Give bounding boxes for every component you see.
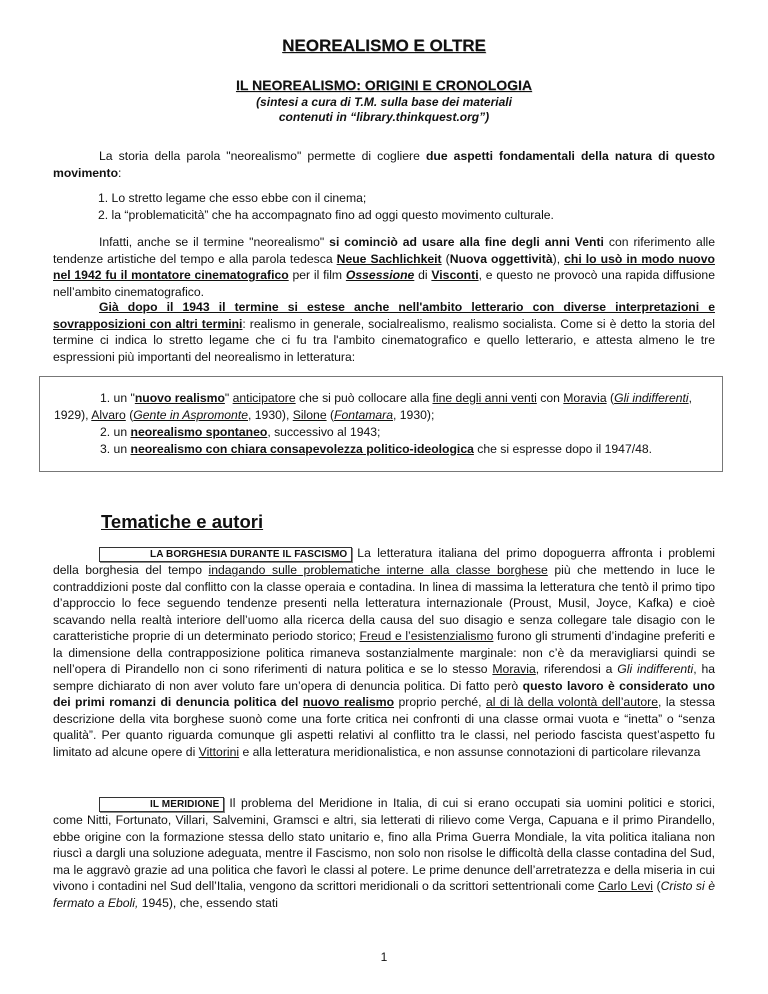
section-title: IL NEOREALISMO: ORIGINI E CRONOLOGIA (235, 77, 533, 93)
page-number: 1 (380, 950, 388, 964)
box-item: 3. un neorealismo con chiara consapevolezza politico-ideologica che si espresse dopo il 1947/48. (100, 442, 653, 456)
paragraph-borghesia: LA BORGHESIA DURANTE IL FASCISMO La letteratura italiana del primo dopoguerra affronta i problemi della borghesia del tempo indagando sulle problematiche interne alla classe borghese più che mettendo in luce le contraddizioni poste dal conflitto con la classe operaia e contadina. In linea di massima la letteratura che tentò il primo tipo d’approccio lo fece seguendo tendenze presenti nella letteratura internazionale (Proust, Musil, Joyce, Kafka) e cioè scavando nella realtà interiore dell’uomo alla ricerca della causa del suo disagio e senza collegare tale disagio con le caratteristiche proprie di un determinato periodo storico; Freud e l’esistenzialismo furono gli strumenti d’indagine preferiti e la dimensione della contrapposizione politica rimaneva sostanzialmente marginale: non c’è da meravigliarsi quindi se nell’opera di Pirandello non ci sono riferimenti di natura politica e se lo stesso Moravia, riferendosi a Gli indifferenti, ha sempre dichiarato di non aver voluto fare un’opera di denuncia politica. Di fatto però questo lavoro è considerato uno dei primi romanzi di denuncia politica del nuovo realismo proprio perché, al di là della volontà dell’autore, la stessa descrizione della vita borghese suonò come una forte critica nei confronti di una classe ormai vuota e “inetta” o “senza qualità”. Per quanto riguarda comunque gli aspetti relativi al conflitto tra le classi, nel periodo fascista quest’aspetto fu limitato ad alcune opere di Vittorini e alla letteratura meridionalistica, e non assunse connotazioni di particolare rilevanza (53, 546, 716, 759)
paragraph-literature: Già dopo il 1943 il termine si estese anche nell'ambito letterario con diverse interpretazioni e sovrapposizioni con altri termini: realismo in generale, socialrealismo, realismo socialista. Come si è detto la storia del termine ci indica lo stretto legame che ci fu tra l'ambito cinematografico e quello letterario, e attesta almeno le tre espressioni più importanti del neorealismo in letteratura: (53, 300, 715, 364)
origin-list (98, 190, 718, 223)
credit-line: contenuti in “library.thinkquest.org”) (278, 110, 490, 124)
credit-line: (sintesi a cura di T.M. sulla base dei materiali (256, 95, 512, 109)
credit-note (0, 95, 768, 125)
topic-tag: IL MERIDIONE (99, 797, 224, 812)
list-item: 1. Lo stretto legame che esso ebbe con il cinema; (98, 191, 367, 205)
document-title: NEOREALISMO E OLTRE (282, 36, 486, 55)
expressions-box (39, 376, 723, 472)
paragraph-origins: Infatti, anche se il termine "neorealismo" si cominciò ad usare alla fine degli anni Venti con riferimento alle tendenze artistiche del tempo e alla parola tedesca Neue Sachlichkeit (Nuova oggettività), chi lo usò in modo nuovo nel 1942 fu il montatore cinematografico per il film Ossessione di Visconti, e questo ne provocò una rapida diffusione nell’ambito cinematografico. (53, 235, 716, 299)
box-item: 1. un "nuovo realismo" anticipatore che si può collocare alla fine degli anni venti con Moravia (Gli indifferenti, 1929), Alvaro (Gente in Aspromonte, 1930), Silone (Fontamara, 1930); (54, 391, 692, 422)
section-heading: Tematiche e autori (101, 511, 264, 532)
list-item: 2. la “problematicità” che ha accompagnato fino ad oggi questo movimento culturale. (98, 207, 554, 222)
paragraph-meridione: IL MERIDIONE Il problema del Meridione in Italia, di cui si erano occupati sia uomini politici e storici, come Nitti, Fortunato, Villari, Salvemini, Gramsci e altri, sia letterati di rilievo come Verga, Capuana e il primo Pirandello, ebbe origine con la formazione stessa dello stato unitario e, fino alla Prima Guerra Mondiale, la vita politica italiana non riuscì a dargli una soluzione adeguata, mentre il Fascismo, non solo non risolse le difficoltà della classe contadina del Sud, ma le aggravò grazie ad una politica che favorì le classi al potere. Le prime denunce dell’arretratezza e della miseria in cui vivono i contadini nel Sud dell’Italia, vengono da scrittori meridionali o da scrittori settentrionali come Carlo Levi (Cristo si è fermato a Eboli, 1945), che, essendo stati (53, 796, 715, 910)
intro-paragraph: La storia della parola "neorealismo" permette di cogliere due aspetti fondamentali della natura di questo movimento: (53, 149, 715, 180)
topic-tag: LA BORGHESIA DURANTE IL FASCISMO (99, 547, 352, 562)
box-item: 2. un neorealismo spontaneo, successivo al 1943; (100, 425, 381, 439)
